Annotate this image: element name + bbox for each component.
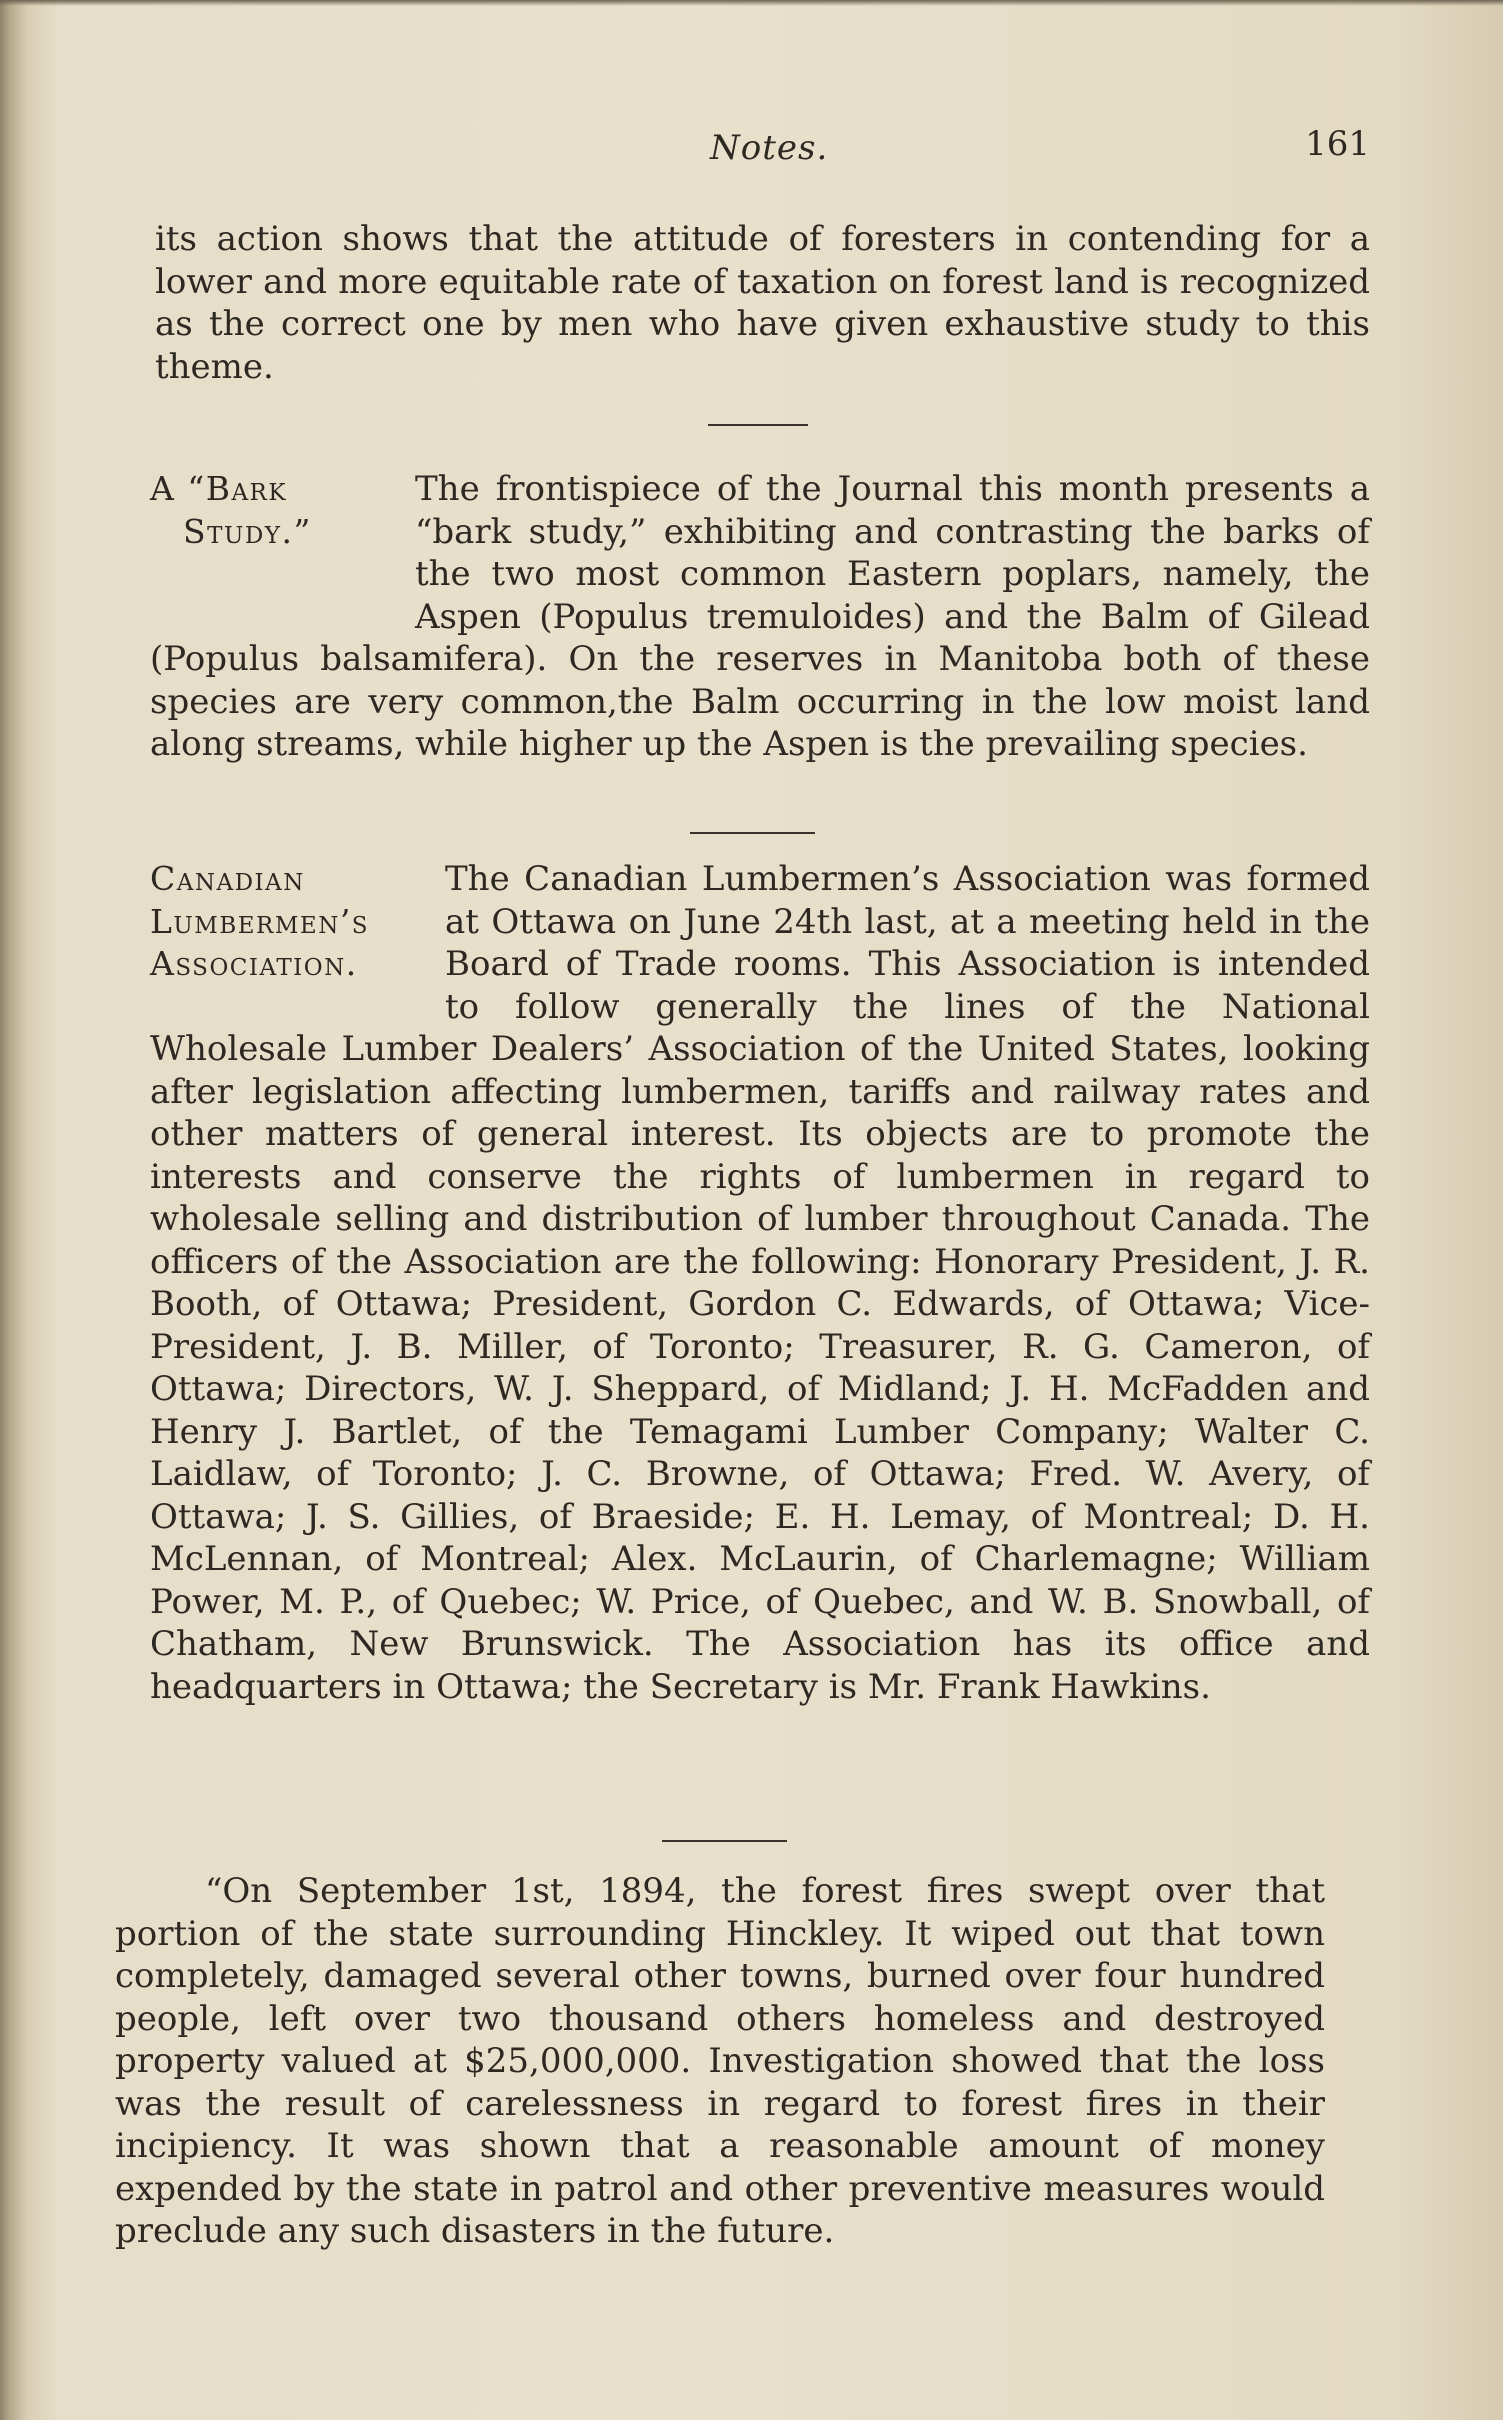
side-heading-line: Lumbermen’s — [150, 901, 370, 941]
lumbermen-association-section — [150, 858, 1370, 1708]
lumbermen-side-heading — [150, 858, 445, 1028]
intro-paragraph: its action shows that the attitude of foresters in contending for a lower and more equitable rate of taxation on forest land is recognized as the correct one by men who have given exhaustive study to this theme. — [155, 219, 1370, 387]
page-header — [150, 118, 1370, 178]
side-heading-line: Canadian — [150, 859, 305, 898]
side-heading-line: A “Bark — [150, 469, 288, 508]
page-top-shadow — [0, 0, 1503, 6]
section-divider — [690, 832, 815, 834]
side-heading-line: Study.” — [183, 511, 312, 551]
section-divider — [708, 424, 808, 426]
lumbermen-paragraph: The Canadian Lumbermen’s Association was formed at Ottawa on June 24th last, at a meeting held in the Board of Trade rooms. This Association is intended to follow generally the lines of the National Wholesale Lumber Dealers’ Association of the United States, looking after legislation affecting lumbermen, tariffs and railway rates and other matters of general interest. Its objects are to promote the interests and conserve the rights of lumbermen in regard to wholesale selling and distribution of lumber throughout Canada. The officers of the Association are the following: Honorary President, J. R. Booth, of Ottawa; President, Gordon C. Edwards, of Ottawa; Vice-President, J. B. Miller, of Toronto; Treasurer, R. G. Cameron, of Ottawa; Directors, W. J. Sheppard, of Midland; J. H. McFadden and Henry J. Bartlet, of the Temagami Lumber Company; Walter C. Laidlaw, of Toronto; J. C. Browne, of Ottawa; Fred. W. Avery, of Ottawa; J. S. Gillies, of Braeside; E. H. Lemay, of Montreal; D. H. McLennan, of Montreal; Alex. McLaurin, of Charlemagne; William Power, M. P., of Quebec; W. Price, of Quebec, and W. B. Snowball, of Chatham, New Brunswick. The Association has its office and headquarters in Ottawa; the Secretary is Mr. Frank Hawkins. — [150, 859, 1370, 1707]
hinckley-quote-paragraph: “On September 1st, 1894, the forest fires swept over that portion of the state surrounding Hinckley. It wiped out that town completely, damaged several other towns, burned over four hundred people, left over two thousand others homeless and destroyed property valued at $25,000,000. Investigation showed that the loss was the result of carelessness in regard to forest fires in their incipiency. It was shown that a reasonable amount of money expended by the state in patrol and other preventive measures would preclude any such disasters in the future. — [115, 1871, 1325, 2251]
running-head: Notes. — [710, 128, 829, 168]
section-divider — [662, 1840, 787, 1842]
side-heading-line: Association. — [150, 944, 358, 983]
bark-study-side-heading — [150, 468, 415, 596]
bark-study-paragraph: The frontispiece of the Journal this month presents a “bark study,” exhibiting and contrasting the barks of the two most common Eastern poplars, namely, the Aspen (Populus tremuloides) and the Balm of Gilead (Populus balsamifera). On the reserves in Manitoba both of these species are very common,the Balm occurring in the low moist land along streams, while higher up the Aspen is the prevailing species. — [150, 469, 1370, 764]
page-number: 161 — [1305, 124, 1370, 164]
bark-study-section — [150, 468, 1370, 766]
